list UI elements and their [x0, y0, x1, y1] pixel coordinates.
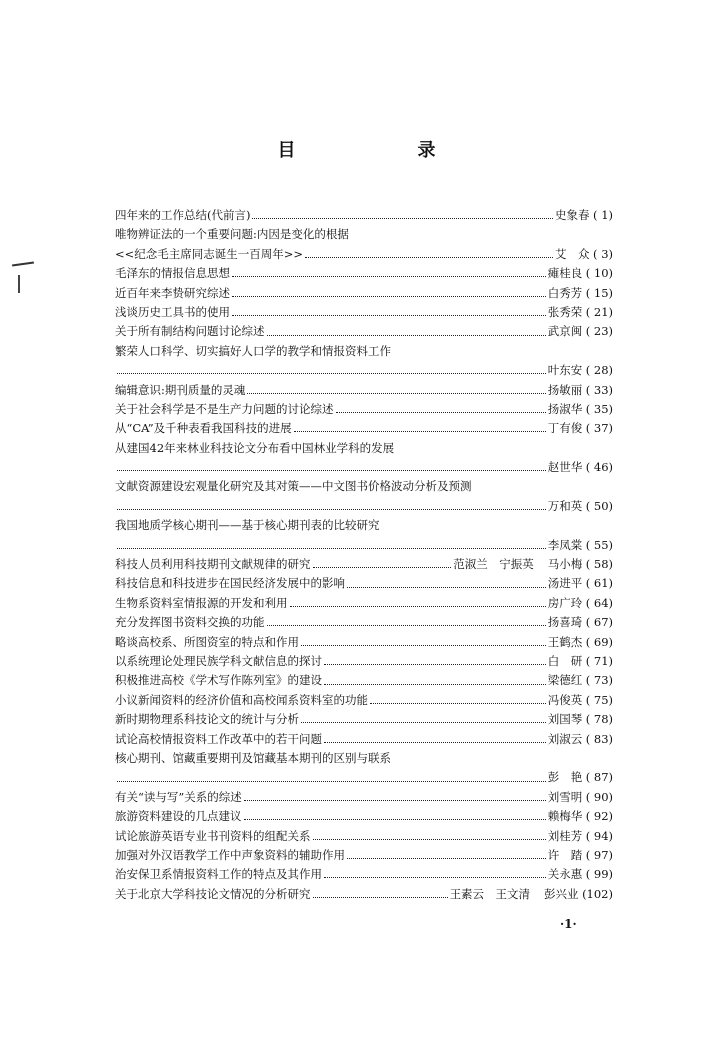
entry-author: 梁德红	[547, 673, 583, 688]
entry-page: ( 78)	[585, 712, 613, 727]
entry-author: 瘫桂良	[547, 266, 583, 281]
entry-coauthors: 范淑兰 宁振英	[453, 557, 534, 572]
entry-title: 有关“读与写”关系的综述	[115, 789, 242, 804]
toc-entry	[115, 633, 613, 652]
entry-author: 丁有俊	[547, 421, 583, 436]
table-of-contents	[115, 206, 613, 904]
entry-author: 彭 艳	[547, 770, 583, 785]
toc-entry	[115, 536, 613, 555]
entry-title: 旅游资料建设的几点建议	[115, 809, 242, 824]
entry-page: ( 64)	[585, 595, 613, 610]
dot-leader	[117, 781, 546, 782]
dot-leader	[294, 431, 546, 432]
entry-title: <<纪念毛主席同志诞生一百周年>>	[115, 246, 304, 261]
toc-entry	[115, 361, 613, 380]
dot-leader	[247, 393, 545, 394]
entry-page: ( 73)	[585, 673, 613, 688]
dot-leader	[117, 470, 546, 471]
entry-page: ( 83)	[585, 731, 613, 746]
dot-leader	[301, 645, 546, 646]
dot-leader	[267, 335, 546, 336]
entry-page: ( 94)	[585, 828, 613, 843]
entry-page: ( 58)	[585, 557, 613, 572]
entry-page: ( 75)	[585, 692, 613, 707]
dot-leader	[324, 877, 546, 878]
entry-page: ( 92)	[585, 809, 613, 824]
dot-leader	[232, 276, 546, 277]
entry-author: 刘国琴	[547, 712, 583, 727]
entry-title: 关于所有制结构问题讨论综述	[115, 324, 265, 339]
entry-title: 唯物辨证法的一个重要问题:内因是变化的根据	[115, 227, 349, 242]
entry-author: 扬淑华	[547, 401, 583, 416]
entry-page: ( 87)	[585, 770, 613, 785]
dot-leader	[232, 296, 546, 297]
toc-entry	[115, 730, 613, 749]
entry-author: 冯俊英	[547, 692, 583, 707]
dot-leader	[244, 819, 546, 820]
dot-leader	[301, 722, 546, 723]
toc-entry	[115, 555, 613, 574]
dot-leader	[232, 315, 546, 316]
entry-title: 繁荣人口科学、切实搞好人口学的教学和情报资料工作	[115, 343, 391, 358]
entry-author: 彭兴业	[544, 886, 579, 901]
entry-page: ( 99)	[585, 867, 613, 882]
toc-entry	[115, 691, 613, 710]
entry-page: ( 69)	[585, 634, 613, 649]
entry-author: 刘桂芳	[547, 828, 583, 843]
entry-title: 治安保卫系情报资料工作的特点及其作用	[115, 867, 322, 882]
entry-page: ( 15)	[585, 285, 613, 300]
dot-leader	[290, 606, 546, 607]
entry-page: ( 90)	[585, 789, 613, 804]
dot-leader	[313, 567, 452, 568]
entry-title: 文献资源建设宏观量化研究及其对策——中文图书价格波动分析及预测	[115, 479, 472, 494]
entry-page: ( 21)	[585, 304, 613, 319]
entry-page: ( 61)	[585, 576, 613, 591]
entry-title: 核心期刊、馆藏重要期刊及馆藏基本期刊的区别与联系	[115, 750, 391, 765]
entry-author: 武京闽	[547, 324, 583, 339]
entry-title: 略谈高校系、所图资室的特点和作用	[115, 634, 299, 649]
dot-leader	[305, 257, 553, 258]
entry-author: 万和英	[547, 498, 583, 513]
margin-mark	[18, 275, 20, 293]
toc-entry	[115, 284, 613, 303]
toc-entry	[115, 885, 613, 904]
dot-leader	[324, 664, 546, 665]
entry-page: ( 37)	[585, 421, 613, 436]
entry-page: ( 33)	[585, 382, 613, 397]
entry-page: ( 50)	[585, 498, 613, 513]
page-title: 目 录	[277, 140, 488, 161]
entry-author: 扬敏丽	[547, 382, 583, 397]
entry-page: (102)	[582, 886, 613, 901]
entry-title: 毛泽东的情报信息思想	[115, 266, 230, 281]
toc-entry	[115, 381, 613, 400]
entry-title: 新时期物理系科技论文的统计与分析	[115, 712, 299, 727]
dot-leader	[313, 839, 546, 840]
toc-entry	[115, 245, 613, 264]
toc-entry	[115, 419, 613, 438]
entry-title: 以系统理论处理民族学科文献信息的探讨	[115, 653, 322, 668]
entry-page: ( 71)	[585, 653, 613, 668]
toc-entry	[115, 477, 613, 496]
toc-entry	[115, 400, 613, 419]
entry-title: 试论高校情报资料工作改革中的若干问题	[115, 731, 322, 746]
entry-page: ( 1)	[593, 208, 613, 222]
entry-title: 浅谈历史工具书的使用	[115, 304, 230, 319]
entry-author: 赖梅华	[547, 809, 583, 824]
entry-author: 刘淑云	[547, 731, 583, 746]
entry-page: ( 10)	[585, 266, 613, 281]
entry-title: 生物系资料室情报源的开发和利用	[115, 595, 288, 610]
toc-entry	[115, 322, 613, 341]
toc-entry	[115, 788, 613, 807]
toc-entry	[115, 749, 613, 768]
entry-page: ( 67)	[585, 615, 613, 630]
entry-page: ( 35)	[585, 401, 613, 416]
entry-title: 近百年来李贽研究综述	[115, 285, 230, 300]
entry-page: ( 23)	[585, 324, 613, 339]
dot-leader	[117, 373, 546, 374]
toc-entry	[115, 613, 613, 632]
toc-entry	[115, 807, 613, 826]
toc-entry	[115, 225, 613, 244]
entry-title: 关于社会科学是不是生产力问题的讨论综述	[115, 401, 334, 416]
toc-entry	[115, 768, 613, 787]
entry-title: 四年来的工作总结(代前言)	[115, 208, 251, 222]
toc-entry	[115, 710, 613, 729]
dot-leader	[324, 684, 546, 685]
toc-entry	[115, 652, 613, 671]
entry-author: 赵世华	[547, 460, 583, 475]
dot-leader	[313, 897, 448, 898]
dot-leader	[324, 742, 546, 743]
entry-page: ( 97)	[585, 847, 613, 862]
entry-author: 叶东安	[547, 363, 583, 378]
entry-author: 白秀芳	[547, 285, 583, 300]
entry-author: 关永惠	[547, 867, 583, 882]
margin-mark	[12, 261, 34, 266]
entry-author: 刘雪明	[547, 789, 583, 804]
entry-author: 房广玲	[547, 595, 583, 610]
entry-title: 小议新闻资料的经济价值和高校闻系资料室的功能	[115, 692, 368, 707]
entry-title: 从建国42年来林业科技论文分布看中国林业学科的发展	[115, 440, 395, 455]
entry-page: ( 3)	[593, 246, 613, 261]
entry-title: 充分发挥图书资料交换的功能	[115, 615, 265, 630]
entry-title: 积极推进高校《学术写作陈列室》的建设	[115, 673, 322, 688]
entry-author: 马小梅	[547, 557, 583, 572]
entry-author: 艾 众	[555, 246, 590, 261]
toc-entry	[115, 303, 613, 322]
toc-entry	[115, 516, 613, 535]
dot-leader	[117, 548, 546, 549]
dot-leader	[370, 703, 546, 704]
entry-coauthors: 王素云 王文清	[449, 886, 531, 901]
entry-title: 科技人员利用科技期刊文献规律的研究	[115, 557, 311, 572]
entry-author: 汤进平	[547, 576, 583, 591]
toc-entry	[115, 594, 613, 613]
entry-title: 关于北京大学科技论文情况的分析研究	[115, 886, 311, 901]
dot-leader	[244, 800, 546, 801]
entry-title: 从“CA”及千种表看我国科技的进展	[115, 421, 292, 436]
entry-title: 试论旅游英语专业书刊资料的组配关系	[115, 828, 311, 843]
dot-leader	[347, 858, 546, 859]
toc-entry	[115, 439, 613, 458]
toc-entry	[115, 827, 613, 846]
page-number: ·1·	[560, 917, 577, 931]
entry-author: 白 研	[547, 653, 583, 668]
entry-author: 扬喜琦	[547, 615, 583, 630]
dot-leader	[252, 218, 553, 219]
toc-entry	[115, 574, 613, 593]
entry-author: 王鹤杰	[547, 634, 583, 649]
entry-author: 许 踏	[547, 847, 583, 862]
toc-entry	[115, 865, 613, 884]
entry-author: 张秀荣	[547, 304, 583, 319]
dot-leader	[267, 625, 546, 626]
toc-entry	[115, 206, 613, 225]
entry-title: 我国地质学核心期刊——基于核心期刊表的比较研究	[115, 518, 380, 533]
toc-entry	[115, 846, 613, 865]
toc-entry	[115, 264, 613, 283]
toc-entry	[115, 497, 613, 516]
toc-entry	[115, 458, 613, 477]
entry-title: 加强对外汉语教学工作中声象资料的辅助作用	[115, 847, 345, 862]
dot-leader	[117, 509, 546, 510]
entry-title: 编辑意识:期刊质量的灵魂	[115, 382, 246, 397]
toc-entry	[115, 342, 613, 361]
entry-title: 科技信息和科技进步在国民经济发展中的影响	[115, 576, 345, 591]
entry-page: ( 55)	[585, 537, 613, 552]
dot-leader	[336, 412, 546, 413]
toc-entry	[115, 671, 613, 690]
entry-page: ( 46)	[585, 460, 613, 475]
entry-author: 史象春	[555, 208, 590, 222]
entry-author: 李凤棠	[547, 537, 583, 552]
entry-page: ( 28)	[585, 363, 613, 378]
dot-leader	[347, 587, 546, 588]
